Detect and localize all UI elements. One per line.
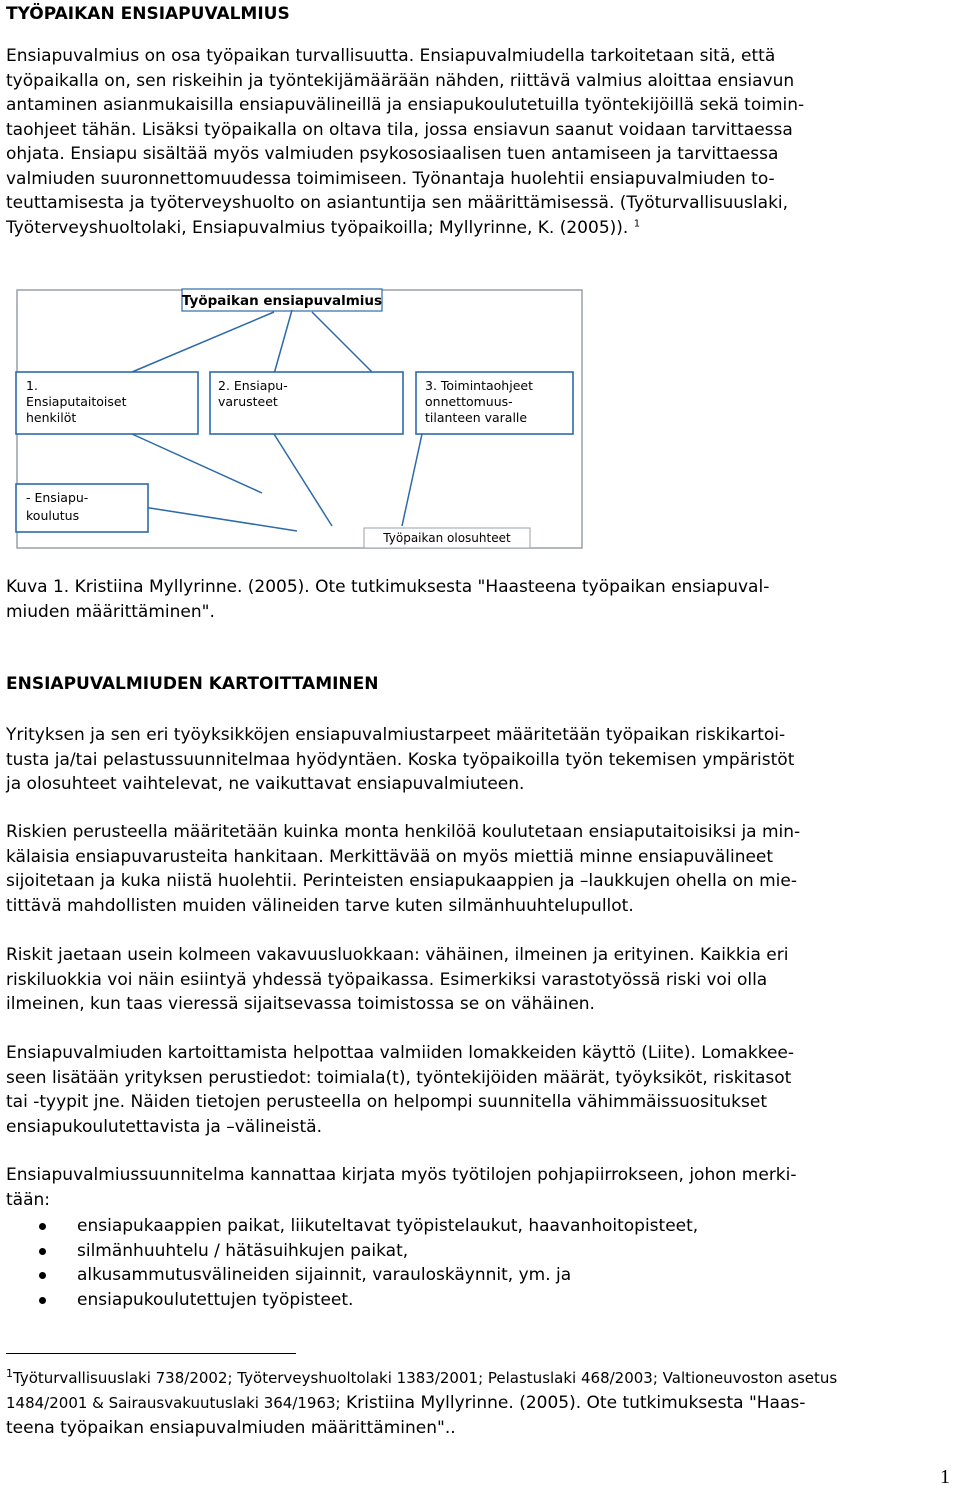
intro-paragraph <box>6 44 952 240</box>
paragraph-line: tittävä mahdollisten muiden välineiden tarve kuten silmänhuuhtelupullot. <box>6 895 634 916</box>
paragraph-line: sijoitetaan ja kuka niistä huolehtii. Perinteisten ensiapukaappien ja –laukkujen ohella on mie- <box>6 871 797 891</box>
box2-line: 2. Ensiapu- <box>218 378 288 393</box>
caption-line: Kuva 1. Kristiina Myllyrinne. (2005). Ote tutkimuksesta "Haasteena työpaikan ensiapuval- <box>6 577 770 597</box>
list-item-text: silmänhuuhtelu / hätäsuihkujen paikat, <box>77 1240 409 1261</box>
list-item-text: ensiapukaappien paikat, liikuteltavat työpistelaukut, haavanhoitopisteet, <box>77 1216 699 1236</box>
caption-line: miuden määrittäminen". <box>6 601 215 622</box>
intro-line <box>6 216 952 241</box>
figure-caption <box>6 575 952 624</box>
box1-line: 1. <box>26 378 38 393</box>
footnote-line <box>6 1366 946 1391</box>
box3-line: onnettomuus- <box>425 394 513 409</box>
footnote-line: teena työpaikan ensiapuvalmiuden määrittäminen".. <box>6 1418 456 1438</box>
footnote-text: 1484/2001 & Sairausvakuutuslaki 364/1963; <box>6 1394 341 1412</box>
intro-line: Ensiapuvalmius on osa työpaikan turvallisuutta. Ensiapuvalmiudella tarkoitetaan sitä, että <box>6 46 776 66</box>
list-item-text: ensiapukoulutettujen työpisteet. <box>77 1289 354 1310</box>
page-title: TYÖPAIKAN ENSIAPUVALMIUS <box>6 4 290 24</box>
bullet-icon <box>39 1248 46 1255</box>
paragraph-4 <box>6 1041 952 1139</box>
footnote-reference[interactable]: 1 <box>633 217 641 229</box>
box3-line: tilanteen varalle <box>425 410 528 425</box>
paragraph-2 <box>6 820 952 918</box>
intro-line: taohjeet tähän. Lisäksi työpaikalla on oltava tila, jossa ensiavun saanut voidaan tarvittaessa <box>6 119 793 140</box>
paragraph-line: ensiapukoulutettavista ja –välineistä. <box>6 1116 322 1137</box>
footnote-line <box>6 1391 946 1416</box>
paragraph-3 <box>6 943 952 1017</box>
footnote-text: Työturvallisuuslaki 738/2002; Työterveyshuoltolaki 1383/2001; Pelastuslaki 468/2003; Valtioneuvoston asetus <box>13 1369 838 1387</box>
footnote-text-large: Kristiina Myllyrinne. (2005). Ote tutkimuksesta "Haas- <box>340 1393 806 1413</box>
paragraph-line: tai -tyypit jne. Näiden tietojen perusteella on helpompi suunnitella vähimmäissuositukset <box>6 1092 768 1112</box>
intro-line: työpaikalla on, sen riskeihin ja työntekijämäärään nähden, riittävä valmius aloittaa ensiavun <box>6 70 795 91</box>
intro-line: teuttamisesta ja työterveyshuolto on asiantuntija sen määrittämisessä. (Työturvallisuuslaki, <box>6 193 789 213</box>
footnote-divider <box>6 1353 296 1354</box>
intro-line: antaminen asianmukaisilla ensiapuvälineillä ja ensiapukoulutetuilla työntekijöillä sekä toimin- <box>6 95 805 115</box>
paragraph-line: ja olosuhteet vaihtelevat, ne vaikuttavat ensiapuvalmiuteen. <box>6 774 525 794</box>
paragraph-line: ilmeinen, kun taas vieressä sijaitsevassa toimistossa se on vähäinen. <box>6 994 595 1014</box>
box1-line: Ensiaputaitoiset <box>26 394 127 409</box>
box1-line: henkilöt <box>26 410 77 425</box>
diagram-workplace-first-aid <box>12 286 588 554</box>
box4-line: - Ensiapu- <box>26 490 89 505</box>
box2-line: varusteet <box>218 394 278 409</box>
box3-line: 3. Toimintaohjeet <box>425 378 533 393</box>
paragraph-line: Ensiapuvalmiuden kartoittamista helpottaa valmiiden lomakkeiden käyttö (Liite). Lomakkee- <box>6 1043 794 1063</box>
paragraph-line: Ensiapuvalmiussuunnitelma kannattaa kirjata myös työtilojen pohjapiirrokseen, johon merki- <box>6 1165 797 1185</box>
intro-line-text: Työterveyshuoltolaki, Ensiapuvalmius työpaikoilla; Myllyrinne, K. (2005)). <box>6 217 629 238</box>
paragraph-line: tusta ja/tai pelastussuunnitelmaa hyödyntäen. Koska työpaikoilla työn tekemisen ympäristöt <box>6 749 795 770</box>
list-item <box>6 1263 698 1288</box>
paragraph-line: Riskit jaetaan usein kolmeen vakavuusluokkaan: vähäinen, ilmeinen ja erityinen. Kaikkia eri <box>6 945 789 965</box>
list-item-text: alkusammutusvälineiden sijainnit, varauloskäynnit, ym. ja <box>77 1265 572 1285</box>
paragraph-line: riskiluokkia voi näin esiintyä yhdessä työpaikassa. Esimerkiksi varastotyössä riski voi olla <box>6 969 768 990</box>
intro-line: valmiuden suuronnettomuudessa toimimiseen. Työnantaja huolehtii ensiapuvalmiuden to- <box>6 168 775 189</box>
list-item <box>6 1214 698 1239</box>
diagram-title: Työpaikan ensiapuvalmius <box>181 293 383 309</box>
box4-line: koulutus <box>26 508 80 523</box>
bottom-label: Työpaikan olosuhteet <box>383 531 511 545</box>
floor-plan-items-list <box>6 1214 698 1312</box>
footnote-marker: 1 <box>6 1367 13 1380</box>
bullet-icon <box>39 1272 46 1279</box>
paragraph-line: seen lisätään yrityksen perustiedot: toimiala(t), työntekijöiden määrät, työyksiköt, riskitasot <box>6 1067 792 1088</box>
footnote <box>6 1366 946 1441</box>
list-item <box>6 1239 698 1264</box>
list-item <box>6 1288 698 1313</box>
page-number: 1 <box>940 1466 950 1488</box>
paragraph-1 <box>6 723 952 797</box>
paragraph-5 <box>6 1163 952 1212</box>
paragraph-line: tään: <box>6 1189 51 1210</box>
section-title: ENSIAPUVALMIUDEN KARTOITTAMINEN <box>6 674 379 694</box>
bullet-icon <box>39 1297 46 1304</box>
paragraph-line: kälaisia ensiapuvarusteita hankitaan. Merkittävää on myös miettiä minne ensiapuvälineet <box>6 846 774 867</box>
bullet-icon <box>39 1223 46 1230</box>
paragraph-line: Yrityksen ja sen eri työyksikköjen ensiapuvalmiustarpeet määritetään työpaikan riskikartoi- <box>6 725 786 745</box>
paragraph-line: Riskien perusteella määritetään kuinka monta henkilöä koulutetaan ensiaputaitoisiksi ja min- <box>6 822 801 842</box>
intro-line: ohjata. Ensiapu sisältää myös valmiuden psykososiaalisen tuen antamiseen ja tarvittaessa <box>6 144 779 164</box>
